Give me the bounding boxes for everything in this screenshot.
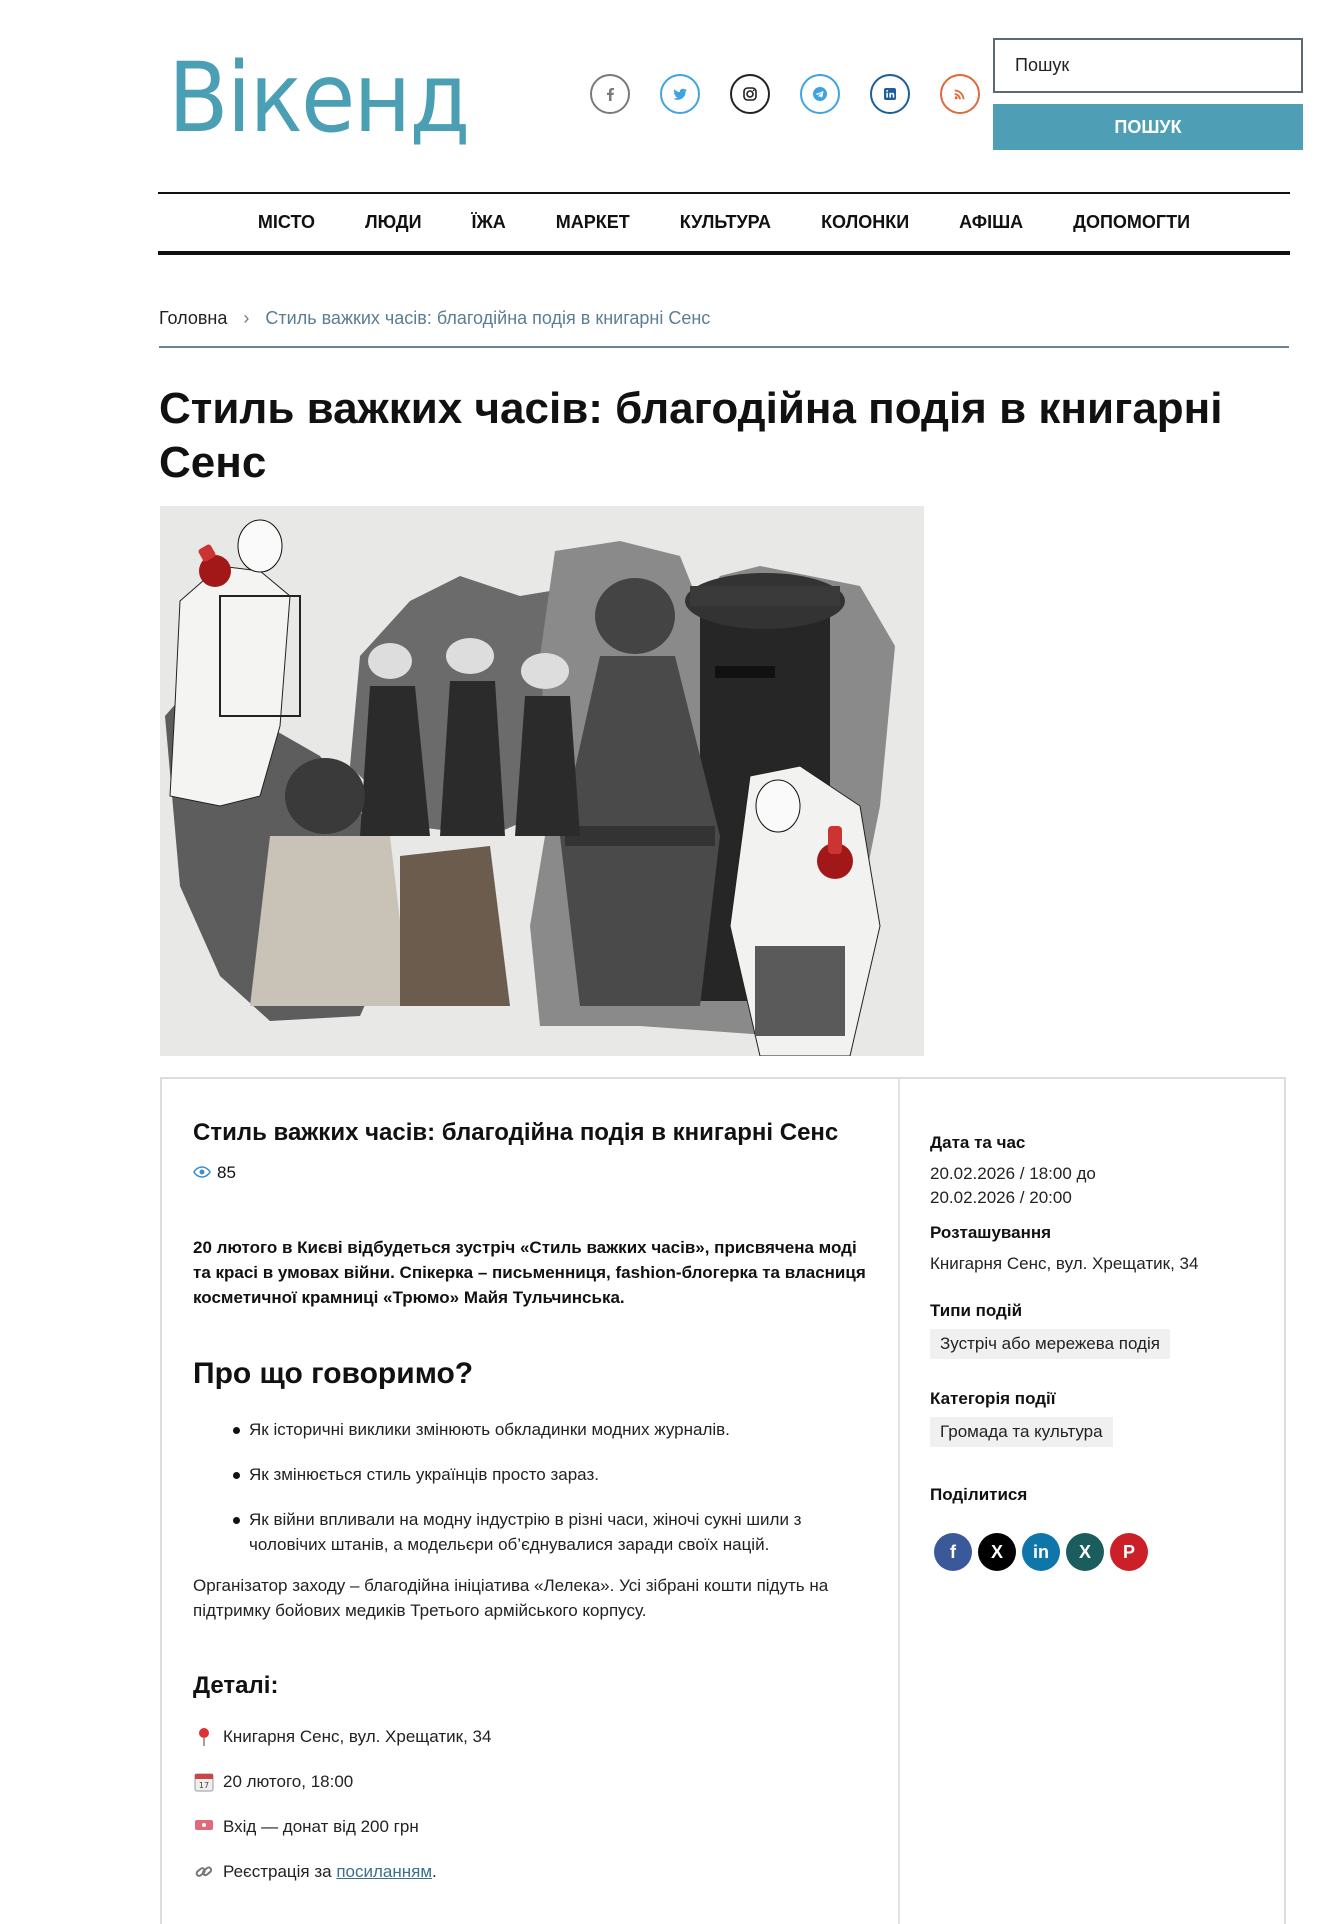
xing-icon[interactable]: X <box>1066 1533 1104 1571</box>
list-item: Як війни впливали на модну індустрію в різні часи, жіночі сукні шили з чоловічих штанів, а модельєри об’єднувалися заради своїх націй. <box>249 1507 869 1557</box>
breadcrumb-current: Стиль важких часів: благодійна подія в книгарні Сенс <box>265 308 711 328</box>
event-lead: 20 лютого в Києві відбудеться зустріч «Стиль важких часів», присвячена моді та красі в умовах війни. Спікерка – письменниця, fashion-блогерка та власниця косметичної крамниці «Трюмо» Майя Тульчинська. <box>193 1238 866 1307</box>
registration-link[interactable]: посиланням <box>336 1862 433 1881</box>
datetime-line2: 20.02.2026 / 20:00 <box>930 1188 1072 1207</box>
breadcrumb-separator: › <box>243 308 250 328</box>
share-buttons <box>934 1533 1148 1571</box>
nav-item-dopomogty[interactable]: ДОПОМОГТИ <box>1073 212 1191 232</box>
linkedin-icon[interactable] <box>870 74 910 114</box>
site-logo[interactable]: Вікенд <box>168 42 469 154</box>
pinterest-icon[interactable]: P <box>1110 1533 1148 1571</box>
pin-icon <box>193 1727 215 1752</box>
category-label: Категорія події <box>930 1389 1056 1408</box>
twitter-icon[interactable] <box>660 74 700 114</box>
page-title: Стиль важких часів: благодійна подія в книгарні Сенс <box>159 384 1223 487</box>
telegram-icon[interactable] <box>800 74 840 114</box>
event-card <box>160 1077 1286 1924</box>
nav-item-kultura[interactable]: КУЛЬТУРА <box>679 212 772 232</box>
location-label: Розташування <box>930 1223 1052 1242</box>
nav-item-yizha[interactable]: ЇЖА <box>471 212 506 232</box>
nav-item-kolonky[interactable]: КОЛОНКИ <box>821 212 910 232</box>
topics-list <box>249 1417 869 1577</box>
views-count: 85 <box>217 1163 236 1182</box>
detail-location <box>193 1727 491 1772</box>
detail-entry <box>193 1817 491 1862</box>
types-label: Типи подій <box>930 1301 1023 1320</box>
link-icon <box>193 1862 215 1887</box>
views-counter <box>193 1163 236 1183</box>
event-content <box>162 1079 900 1924</box>
datetime-label: Дата та час <box>930 1133 1026 1152</box>
registration-prefix: Реєстрація за <box>223 1862 337 1881</box>
list-item: Як історичні виклики змінюють обкладинки модних журналів. <box>249 1417 869 1442</box>
hero-image <box>160 506 924 1056</box>
search-input[interactable]: Пошук <box>993 38 1303 93</box>
about-heading: Про що говоримо? <box>193 1357 474 1390</box>
event-type-tag[interactable]: Зустріч або мережева подія <box>930 1329 1170 1359</box>
detail-date <box>193 1772 491 1817</box>
registration-suffix: . <box>432 1862 437 1881</box>
event-title: Стиль важких часів: благодійна подія в книгарні Сенс <box>193 1119 839 1146</box>
datetime-line1: 20.02.2026 / 18:00 до <box>930 1164 1096 1183</box>
detail-registration <box>193 1862 491 1907</box>
location-value: Книгарня Сенс, вул. Хрещатик, 34 <box>930 1254 1199 1273</box>
svg-text:17: 17 <box>198 1781 210 1790</box>
social-links <box>590 74 980 114</box>
detail-registration-text <box>223 1862 437 1882</box>
linkedin-icon[interactable]: in <box>1022 1533 1060 1571</box>
rss-icon[interactable] <box>940 74 980 114</box>
event-sidebar <box>930 1079 1270 1924</box>
facebook-icon[interactable]: f <box>934 1533 972 1571</box>
collage-illustration <box>160 506 924 1056</box>
detail-entry-text: Вхід — донат від 200 грн <box>223 1817 419 1836</box>
breadcrumb <box>159 308 1289 348</box>
x-icon[interactable]: X <box>978 1533 1016 1571</box>
nav-item-market[interactable]: МАРКЕТ <box>555 212 630 232</box>
details-heading: Деталі: <box>193 1672 279 1699</box>
detail-date-text: 20 лютого, 18:00 <box>223 1772 354 1791</box>
eye-icon <box>193 1163 211 1183</box>
details-list <box>193 1727 491 1907</box>
share-label: Поділитися <box>930 1485 1028 1504</box>
nav-item-lyudy[interactable]: ЛЮДИ <box>365 212 422 232</box>
category-tag[interactable]: Громада та культура <box>930 1417 1113 1447</box>
main-nav <box>158 192 1290 255</box>
facebook-icon[interactable] <box>590 74 630 114</box>
breadcrumb-home[interactable]: Головна <box>159 308 228 328</box>
instagram-icon[interactable] <box>730 74 770 114</box>
detail-location-text: Книгарня Сенс, вул. Хрещатик, 34 <box>223 1727 492 1746</box>
nav-item-afisha[interactable]: АФІША <box>959 212 1024 232</box>
nav-item-misto[interactable]: МІСТО <box>257 212 315 232</box>
search-button[interactable]: ПОШУК <box>993 104 1303 150</box>
list-item: Як змінюється стиль українців просто зараз. <box>249 1462 869 1487</box>
ticket-icon <box>193 1817 215 1838</box>
calendar-icon <box>193 1772 215 1797</box>
organizer-text: Організатор заходу – благодійна ініціатива «Лелека». Усі зібрані кошти підуть на підтримку бойових медиків Третього армійського корпусу. <box>193 1576 829 1620</box>
